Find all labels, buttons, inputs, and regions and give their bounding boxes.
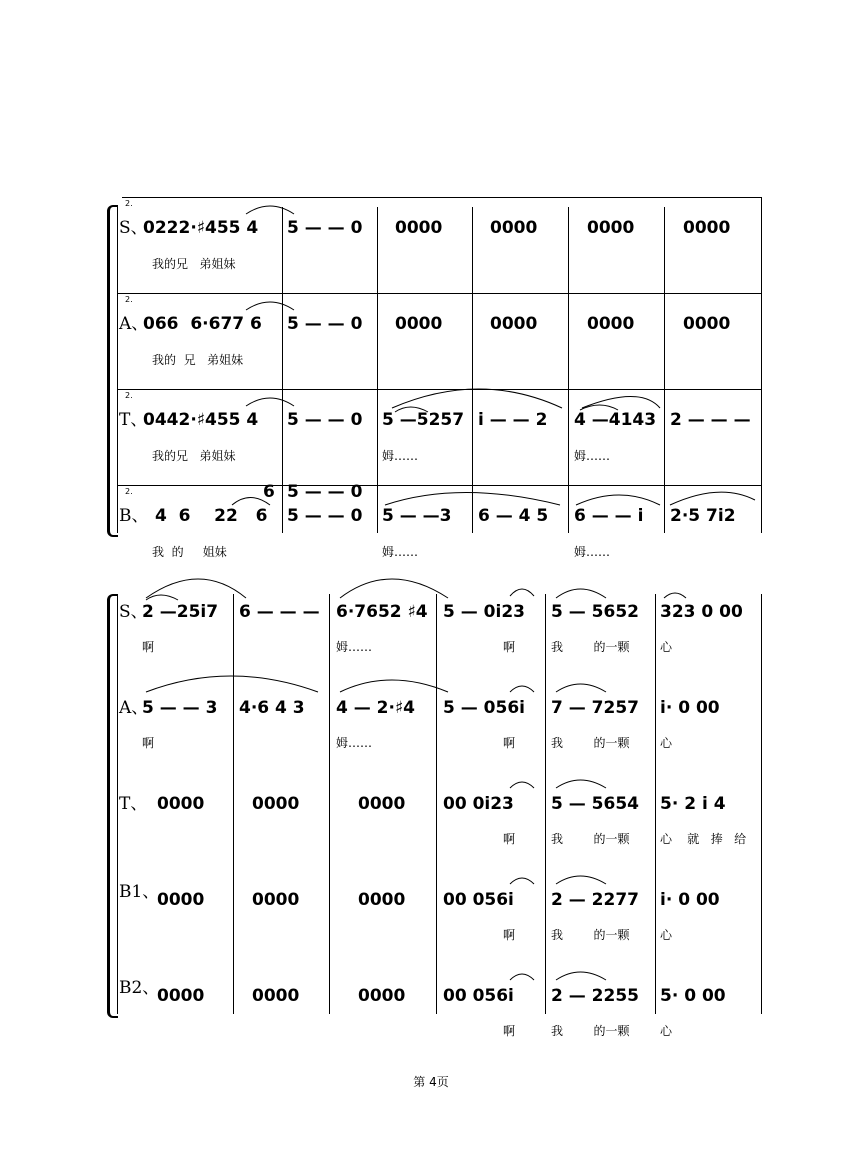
lyric: 我的 兄 弟姐妹: [152, 353, 244, 367]
page-number: 第 4页: [413, 1075, 449, 1089]
measure: 0000: [490, 218, 538, 238]
part-label: A、: [119, 314, 149, 334]
slur: [146, 676, 318, 692]
part-label: B1、: [119, 882, 160, 902]
slur: [232, 498, 270, 506]
measure: 00 056i: [443, 986, 514, 1006]
slur: [582, 397, 660, 409]
lyric: 啊: [503, 832, 516, 846]
measure-upper: 5 — — 0: [287, 482, 363, 502]
measure: 0000: [490, 314, 538, 334]
measure: 5· 0 00: [660, 986, 726, 1006]
measure: 2 — 2255: [551, 986, 639, 1006]
lyric: 我 的一颗: [551, 1024, 630, 1038]
measure: 6 — — —: [239, 602, 320, 622]
lyric: 心: [660, 736, 673, 750]
measure: 0000: [683, 314, 731, 334]
slur: [510, 878, 534, 884]
lyric: 啊: [142, 736, 155, 750]
measure: 0442·♯455 4: [143, 410, 259, 430]
measure-upper: 6: [263, 482, 275, 502]
measure: 0000: [683, 218, 731, 238]
measure: 0222·♯455 4: [143, 218, 259, 238]
measure: 5 — — 3: [142, 698, 218, 718]
measure: 5 —5257: [382, 410, 465, 430]
lyric: 我 的一颗: [551, 928, 630, 942]
measure: 2 —25i7: [142, 602, 219, 622]
slur: [510, 974, 534, 980]
measure: 0000: [587, 218, 635, 238]
slur: [385, 493, 560, 506]
volta-label: 2.: [125, 199, 133, 208]
part-label: T、: [119, 794, 148, 814]
lyric: 我 的一颗: [551, 640, 630, 654]
lyric: 心: [660, 640, 673, 654]
lyric: 啊: [503, 928, 516, 942]
measure: 5 — 5652: [551, 602, 639, 622]
slur: [556, 780, 606, 788]
lyric: 我 的一颗: [551, 736, 630, 750]
measure: 2 — — —: [670, 410, 751, 430]
part-label: S、: [119, 602, 148, 622]
measure: 5 — — 0: [287, 410, 363, 430]
lyric: 我 的 姐妹: [152, 545, 227, 559]
measure: i· 0 00: [660, 698, 720, 718]
measure: 4 — 2·♯4: [336, 698, 416, 718]
measure: 5· 2 i 4: [660, 794, 726, 814]
slur: [556, 972, 606, 980]
measure: i — — 2: [478, 410, 548, 430]
measure: 0000: [358, 794, 406, 814]
part-label: B、: [119, 506, 149, 526]
measure: 323 0 00: [660, 602, 743, 622]
lyric: 啊: [503, 736, 516, 750]
measure: 00 0i23: [443, 794, 514, 814]
measure: i· 0 00: [660, 890, 720, 910]
measure: 6 — 4 5: [478, 506, 549, 526]
slur: [664, 593, 686, 598]
lyric: 姆……: [574, 449, 611, 463]
lyric: 啊: [503, 1024, 516, 1038]
slur: [510, 589, 534, 596]
lyric: 我的兄 弟姐妹: [152, 449, 236, 463]
slur: [556, 589, 606, 598]
lyric: 姆……: [336, 736, 373, 750]
measure: 2 — 2277: [551, 890, 639, 910]
lyric: 啊: [142, 640, 155, 654]
measure: 5 — 056i: [443, 698, 525, 718]
lyric: 姆……: [574, 545, 611, 559]
measure: 5 — —3: [382, 506, 452, 526]
volta-label: 2.: [125, 391, 133, 400]
measure: 0000: [252, 794, 300, 814]
lyric: 我 的一颗: [551, 832, 630, 846]
slur: [340, 579, 448, 598]
slur: [580, 405, 618, 410]
measure: 5 — — 0: [287, 506, 363, 526]
measure: 4 —4143: [574, 410, 657, 430]
slur: [510, 782, 534, 788]
measure: 7 — 7257: [551, 698, 639, 718]
volta-label: 2.: [125, 295, 133, 304]
lyric: 我的兄 弟姐妹: [152, 257, 236, 271]
lyric: 姆……: [382, 545, 419, 559]
measure: 4·6 4 3: [239, 698, 305, 718]
slur: [556, 684, 606, 692]
measure: 0000: [395, 314, 443, 334]
measure: 0000: [358, 890, 406, 910]
slur: [395, 407, 428, 412]
measure: 0000: [157, 794, 205, 814]
slur: [246, 398, 294, 406]
slur: [146, 595, 178, 600]
measure: 0000: [157, 890, 205, 910]
measure: 0000: [358, 986, 406, 1006]
slur: [576, 495, 660, 505]
slur: [510, 686, 534, 692]
slur: [556, 876, 606, 884]
measure: 4 6 22 6: [155, 506, 268, 526]
part-label: T、: [119, 410, 148, 430]
part-label: A、: [119, 698, 149, 718]
measure: 00 056i: [443, 890, 514, 910]
lyric: 心: [660, 1024, 673, 1038]
lyric: 啊: [503, 640, 516, 654]
part-label: S、: [119, 218, 148, 238]
slur: [246, 302, 294, 310]
lyric: 姆……: [336, 640, 373, 654]
measure: 0000: [587, 314, 635, 334]
measure: 0000: [395, 218, 443, 238]
slur: [340, 680, 448, 692]
lyric: 心: [660, 928, 673, 942]
slur: [392, 389, 562, 408]
measure: 0000: [252, 986, 300, 1006]
measure: 5 — — 0: [287, 314, 363, 334]
measure: 0000: [252, 890, 300, 910]
measure: 6 — — i: [574, 506, 644, 526]
measure: 2·5 7i2: [670, 506, 736, 526]
measure: 5 — — 0: [287, 218, 363, 238]
measure: 5 — 5654: [551, 794, 639, 814]
part-label: B2、: [119, 978, 160, 998]
lyric: 姆……: [382, 449, 419, 463]
measure: 6·7652 ♯4: [336, 602, 428, 622]
measure: 5 — 0i23: [443, 602, 525, 622]
slur: [670, 492, 755, 505]
volta-label: 2.: [125, 487, 133, 496]
measure: 066 6·677 6: [143, 314, 262, 334]
lyric: 心 就 捧 给: [660, 832, 747, 846]
slur: [246, 206, 294, 214]
measure: 0000: [157, 986, 205, 1006]
